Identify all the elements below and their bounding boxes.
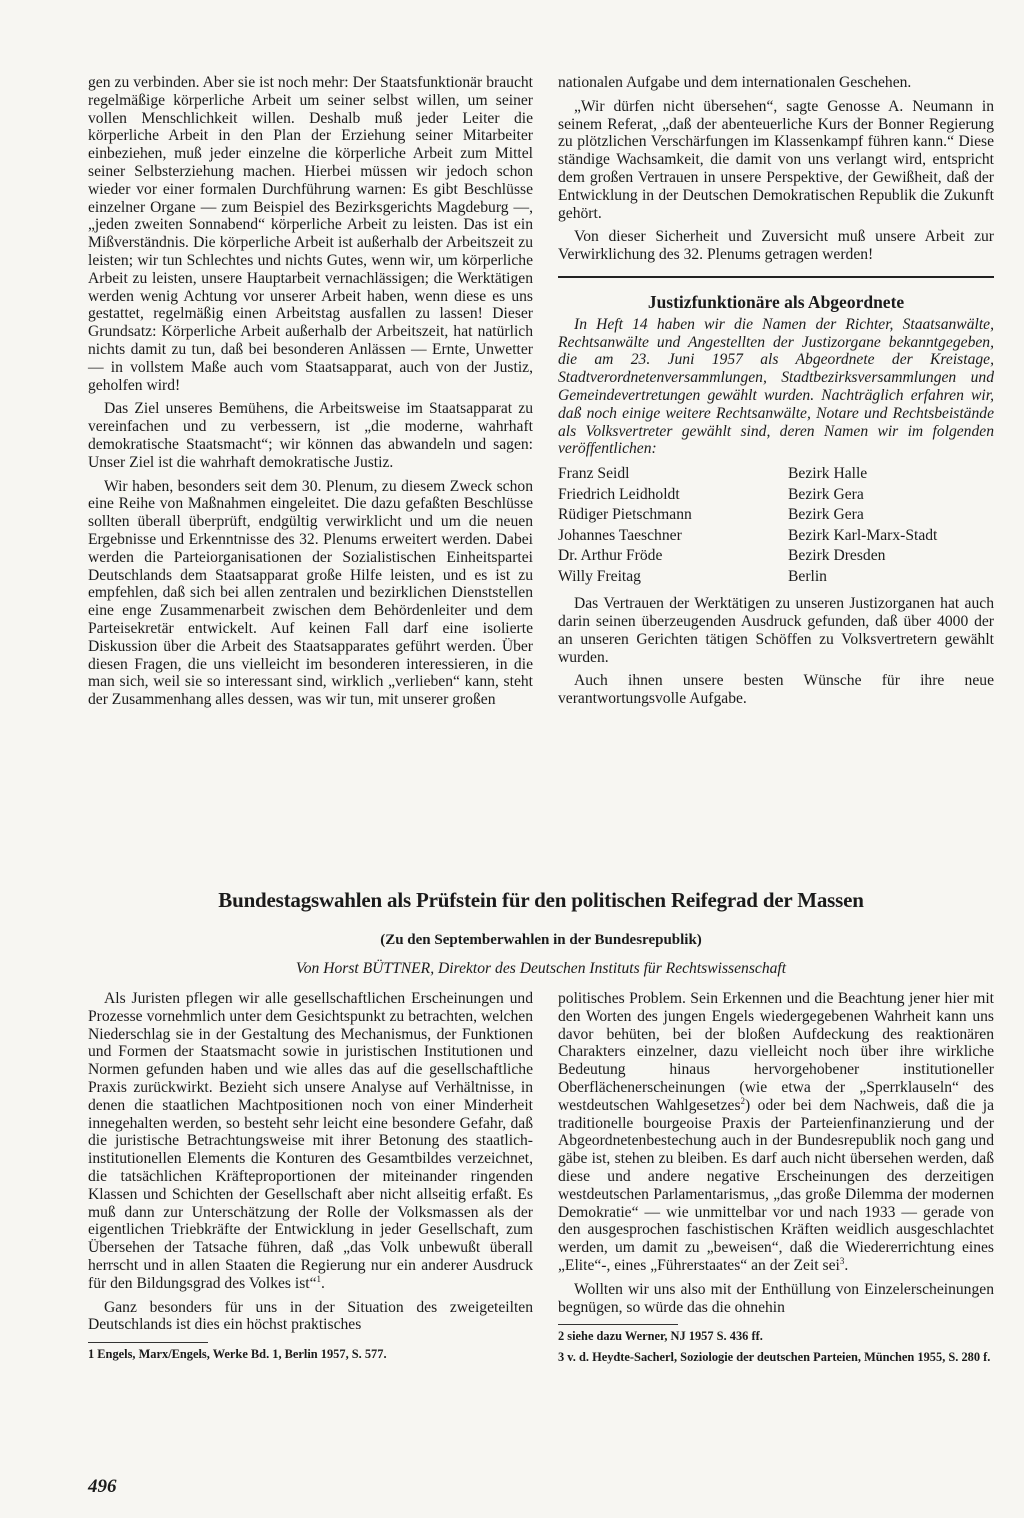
box-heading: Justizfunktionäre als Abgeordnete — [647, 291, 905, 312]
footnote-divider — [558, 1324, 678, 1325]
footnote-marker: 3 — [839, 1255, 845, 1266]
deputy-name: Franz Seidl — [558, 465, 630, 483]
deputy-name: Johannes Taeschner — [558, 526, 682, 544]
footnote: 1 Engels, Marx/Engels, Werke Bd. 1, Berlin 1957, S. 577. — [88, 1347, 387, 1362]
paragraph: gen zu verbinden. Aber sie ist noch mehr: Der Staatsfunktionär braucht regelmäßige körperliche Arbeit um seiner selbst willen, um seiner vollen Menschlichkeit willen. Deshalb muß jeder Leiter die körperliche Arbeit in den Plan der Erziehung seiner Mitarbeiter einbeziehen, muß jeder einzelne die körperliche Arbeit zum Mittel seiner Selbsterziehung machen. Hierbei müssen wir jedoch schon wieder vor einer formalen Durchführung warnen: Es gibt Beschlüsse einzelner Organe — zum Beispiel des Bezirksgerichts Magdeburg —, „jeden zweiten Sonnabend“ körperliche Arbeit zu leisten. Das ist ein Mißverständnis. Die körperliche Arbeit ist außerhalb der Arbeitszeit zu leisten; wir tun Schlechtes und nichts Gutes, wenn wir, um körperliche Arbeit zu leisten, unsere Hauptarbeit vernachlässigen; die Werktätigen werden wenig Achtung vor unserer Arbeit haben, wenn diese es uns gestattet, regelmäßig einen Arbeitstag ausfallen zu lassen! Dieser Grundsatz: Körperliche Arbeit außerhalb der Arbeitszeit, hat natürlich nichts damit zu tun, daß bei besonderen Anlässen — Ernte, Unwetter — in vollstem Maße auch vom Staatsapparat, auch von der Justiz, geholfen wird! — [88, 74, 533, 394]
table-row — [558, 567, 994, 588]
deputy-district: Bezirk Karl-Marx-Stadt — [788, 526, 938, 544]
deputy-name: Dr. Arthur Fröde — [558, 547, 663, 565]
paragraph: Das Ziel unseres Bemühens, die Arbeitsweise im Staatsapparat zu vereinfachen und zu verbessern, ist „die moderne, wahrhaft demokratische Staatsmacht“; wir können das abwandeln und sagen: Unser Ziel ist die wahrhaft demokratische Justiz. — [88, 400, 533, 471]
table-row — [558, 505, 994, 526]
deputy-district: Bezirk Gera — [788, 485, 864, 503]
deputy-district: Bezirk Dresden — [788, 547, 886, 565]
deputy-name: Friedrich Leidholdt — [558, 485, 680, 503]
footnote-divider — [88, 1342, 208, 1343]
paragraph: Das Vertrauen der Werktätigen zu unseren Justizorganen hat auch darin seinen überzeugenden Ausdruck gefunden, daß über 4000 der an unseren Gerichten tätigen Schöffen zu Volksvertretern gewählt wurden. — [558, 595, 994, 666]
paragraph: Als Juristen pflegen wir alle gesellschaftlichen Erscheinungen und Prozesse vornehmlich unter dem Gesichtspunkt zu betrachten, welchen Niederschlag sie in der Gestaltung des Mechanismus, der Funktionen und Formen der Staatsmacht sowie in juristischen Institutionen und Normen gefunden haben und wie alles das auf die gesellschaftliche Praxis zurückwirkt. Bezieht sich unsere Analyse auf Verhältnisse, in denen die staatlichen Machtpositionen noch von einer Minderheit innegehalten werden, so besteht sehr leicht eine besondere Gefahr, daß die juristische Betrachtungsweise mit ihrer Betonung des staatlich-institutionellen Elements die Konturen des Gesamtbildes verzeichnet, die tatsächlichen Kräfteproportionen der miteinander ringenden Klassen und Schichten der Gesellschaft aber nicht allseitig erfaßt. Es muß dann zur Unterschätzung der Rolle der Volksmassen als der eigentlichen Triebkräfte der Entwicklung in jeder Gesellschaft, zum Übersehen der Tatsache führen, daß „das Volk unbewußt überall herrscht und in allen Staaten die Regierung nur ein anderer Ausdruck für den Bildungsgrad des Volkes ist“$^1$. — [88, 990, 533, 1292]
deputy-name: Willy Freitag — [558, 567, 641, 585]
section-divider — [558, 276, 994, 278]
article-left-column — [88, 990, 533, 1368]
footnote-marker: 1 — [316, 1273, 322, 1284]
top-right-column — [558, 74, 994, 714]
article-author: Von Horst BÜTTNER, Direktor des Deutschen Instituts für Rechtswissenschaft — [295, 960, 787, 977]
deputy-district: Bezirk Gera — [788, 506, 864, 524]
footnote: 2 siehe dazu Werner, NJ 1957 S. 436 ff. — [558, 1329, 763, 1344]
article-right-column — [558, 990, 994, 1370]
table-row — [558, 485, 994, 506]
table-row — [558, 526, 994, 547]
page-number: 496 — [88, 1476, 117, 1497]
paragraph: Auch ihnen unsere besten Wünsche für ihre neue verantwortungsvolle Aufgabe. — [558, 672, 994, 708]
paragraph: „Wir dürfen nicht übersehen“, sagte Genosse A. Neumann in seinem Referat, „daß der abenteuerliche Kurs der Bonner Regierung zu plötzlichen Verschärfungen im Klassenkampf führen kann.“ Diese ständige Wachsamkeit, die damit von uns verlangt wird, entspricht dem großen Vertrauen in unsere Perspektive, der Gewißheit, daß der Entwicklung in der Deutschen Demokratischen Republik die Zukunft gehört. — [558, 97, 994, 222]
article-subtitle: (Zu den Septemberwahlen in der Bundesrepublik) — [380, 932, 702, 948]
article-title: Bundestagswahlen als Prüfstein für den politischen Reifegrad der Massen — [218, 888, 864, 912]
top-left-column — [88, 74, 533, 715]
paragraph: Von dieser Sicherheit und Zuversicht muß unsere Arbeit zur Verwirklichung des 32. Plenums getragen werden! — [558, 228, 994, 264]
deputies-table — [558, 464, 994, 587]
paragraph: nationalen Aufgabe und dem internationalen Geschehen. — [558, 74, 912, 91]
table-row — [558, 464, 994, 485]
box-intro: In Heft 14 haben wir die Namen der Richter, Staatsanwälte, Rechtsanwälte und Angestellten der Justizorgane bekanntgegeben, die am 23. Juni 1957 als Abgeordnete der Kreistage, Stadtverordnetenversammlungen, Stadtbezirksversammlungen und Gemeindevertretungen gewählt wurden. Nachträglich erfahren wir, daß noch einige weitere Rechtsanwälte, Notare und Rechtsbeistände als Volksvertreter gewählt sind, deren Namen wir im folgenden veröffentlichen: — [558, 315, 994, 458]
footnote: 3 v. d. Heydte-Sacherl, Soziologie der deutschen Parteien, München 1955, S. 280 f. — [558, 1349, 991, 1364]
table-row — [558, 546, 994, 567]
paragraph: Ganz besonders für uns in der Situation des zweigeteilten Deutschlands ist dies ein höchst praktisches — [88, 1298, 533, 1334]
deputy-district: Berlin — [788, 567, 827, 585]
paragraph: politisches Problem. Sein Erkennen und die Beachtung jener hier mit den Worten des jungen Engels wiedergegebenen Wahrheit kann uns davor behüten, bei der bloßen Aufdeckung des reaktionären Charakters einzelner, dazu vielleicht noch über ihre wirkliche Bedeutung hinaus hervorgehobener institutioneller Oberflächenerscheinungen (wie etwa der „Sperrklauseln“ des westdeutschen Wahlgesetzes$^2$) oder bei dem Nachweis, daß die ja traditionelle bourgeoise Praxis der Parteienfinanzierung und der Abgeordnetenbestechung auch in der Bundesrepublik noch gang und gäbe ist, stehen zu bleiben. Es darf auch nicht übersehen werden, daß diese und andere negative Erscheinungen des derzeitigen westdeutschen Parlamentarismus, „das große Dilemma der modernen Demokratie“ — wie unmittelbar vor und nach 1933 — gerade von den ausgesprochen faschistischen Kräften weidlich ausgeschlachtet werden, um damit zu „beweisen“, daß die Wiedererrichtung eines „Elite“-, eines „Führerstaates“ an der Zeit sei$^3$. — [558, 990, 994, 1274]
deputy-district: Bezirk Halle — [788, 465, 868, 483]
paragraph: Wollten wir uns also mit der Enthüllung von Einzelerscheinungen begnügen, so würde das die ohnehin — [558, 1280, 994, 1316]
deputy-name: Rüdiger Pietschmann — [558, 506, 692, 524]
footnote-marker: 2 — [740, 1095, 746, 1106]
paragraph: Wir haben, besonders seit dem 30. Plenum, zu diesem Zweck schon eine Reihe von Maßnahmen eingeleitet. Die dazu gefaßten Beschlüsse sollten überall überprüft, endgültig verwirklicht und um die neuen Ergebnisse und Erkenntnisse des 32. Plenums erweitert werden. Dabei werden die Parteiorganisationen der Sozialistischen Einheitspartei Deutschlands dem Staatsapparat große Hilfe leisten, und es ist zu empfehlen, daß sich bei allen zentralen und bezirklichen Dienststellen eine enge Zusammenarbeit zwischen dem Behördenleiter und dem Parteisekretär entwickelt. Auf keinen Fall darf eine isolierte Diskussion über die Arbeit des Staatsapparates geführt werden. Über diesen Fragen, die uns vielleicht im besonderen interessieren, in die man sich, weil sie so interessant sind, wirklich „verlieben“ kann, steht der Zusammenhang alles dessen, was wir tun, mit unserer großen — [88, 477, 533, 709]
